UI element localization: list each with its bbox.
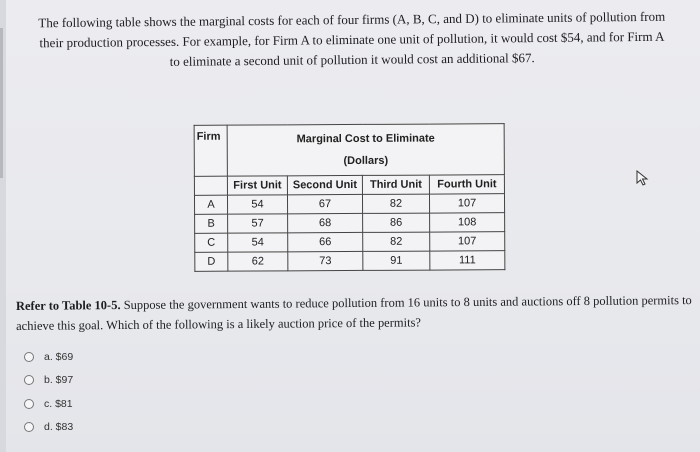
radio-button[interactable] <box>24 399 34 409</box>
cost-cell: 62 <box>228 252 288 271</box>
table-title <box>227 124 504 176</box>
option-label: d. $83 <box>44 421 74 434</box>
intro-paragraph <box>16 6 689 73</box>
table-row <box>195 232 505 253</box>
firm-header: Firm <box>194 125 227 176</box>
firm-cell: B <box>195 214 228 233</box>
cost-cell: 107 <box>430 232 505 251</box>
option-label: b. $97 <box>44 374 74 387</box>
cost-cell: 57 <box>228 214 288 233</box>
column-header: First Unit <box>227 176 287 195</box>
left-edge-bar <box>0 0 6 452</box>
cost-cell: 91 <box>363 251 430 270</box>
option-c[interactable] <box>24 392 73 416</box>
table-row <box>195 251 505 272</box>
cost-cell: 73 <box>288 251 363 270</box>
answer-options <box>24 345 73 439</box>
column-header: Third Unit <box>362 175 429 194</box>
cost-cell: 86 <box>363 213 430 232</box>
column-header-row <box>194 175 504 196</box>
column-header: Second Unit <box>287 175 362 194</box>
table-title-line-1: Marginal Cost to Eliminate <box>296 132 435 146</box>
cost-cell: 108 <box>430 213 505 232</box>
cost-cell: 82 <box>362 194 429 213</box>
firm-cell: C <box>195 233 228 252</box>
firm-cell: D <box>195 252 228 271</box>
edge-mark <box>0 28 3 178</box>
table-title-line-2: (Dollars) <box>343 154 389 168</box>
option-d[interactable] <box>24 416 73 440</box>
table-header-row <box>194 124 504 177</box>
option-a[interactable] <box>24 345 73 369</box>
intro-line-2: their production processes. For example, for Firm A to eliminate one unit of pollution, it would cost $54, and for Firm A <box>39 28 665 51</box>
cost-cell: 66 <box>288 232 363 251</box>
marginal-cost-table <box>194 123 506 272</box>
cost-cell: 82 <box>363 232 430 251</box>
table-row <box>194 194 504 215</box>
empty-header-cell <box>194 176 227 195</box>
cost-cell: 68 <box>288 213 363 232</box>
table-row <box>195 213 505 234</box>
option-label: a. $69 <box>44 350 74 363</box>
radio-button[interactable] <box>24 422 34 432</box>
cost-cell: 107 <box>429 194 504 213</box>
cost-cell: 54 <box>228 233 288 252</box>
radio-button[interactable] <box>24 375 34 385</box>
option-label: c. $81 <box>44 397 73 410</box>
question-reference: Refer to Table 10-5. <box>15 298 121 313</box>
cost-cell: 54 <box>227 195 287 214</box>
firm-cell: A <box>194 195 227 214</box>
intro-line-3: to eliminate a second unit of pollution it would cost an additional $67. <box>169 50 535 69</box>
cost-cell: 111 <box>430 251 505 270</box>
option-b[interactable] <box>24 369 73 393</box>
question-body: Suppose the government wants to reduce pollution from 16 units to 8 units and auctions off 8 pollution permits to achieve this goal. Which of the following is a likely auction price of the permits? <box>16 293 692 333</box>
column-header: Fourth Unit <box>429 175 504 194</box>
mouse-pointer-icon <box>636 170 650 186</box>
radio-button[interactable] <box>24 352 34 362</box>
intro-line-1: The following table shows the marginal costs for each of four firms (A, B, C, and D) to eliminate units of pollution from <box>38 8 666 31</box>
marginal-cost-table-wrap <box>194 123 506 272</box>
cost-cell: 67 <box>287 194 362 213</box>
question-text <box>16 290 692 336</box>
